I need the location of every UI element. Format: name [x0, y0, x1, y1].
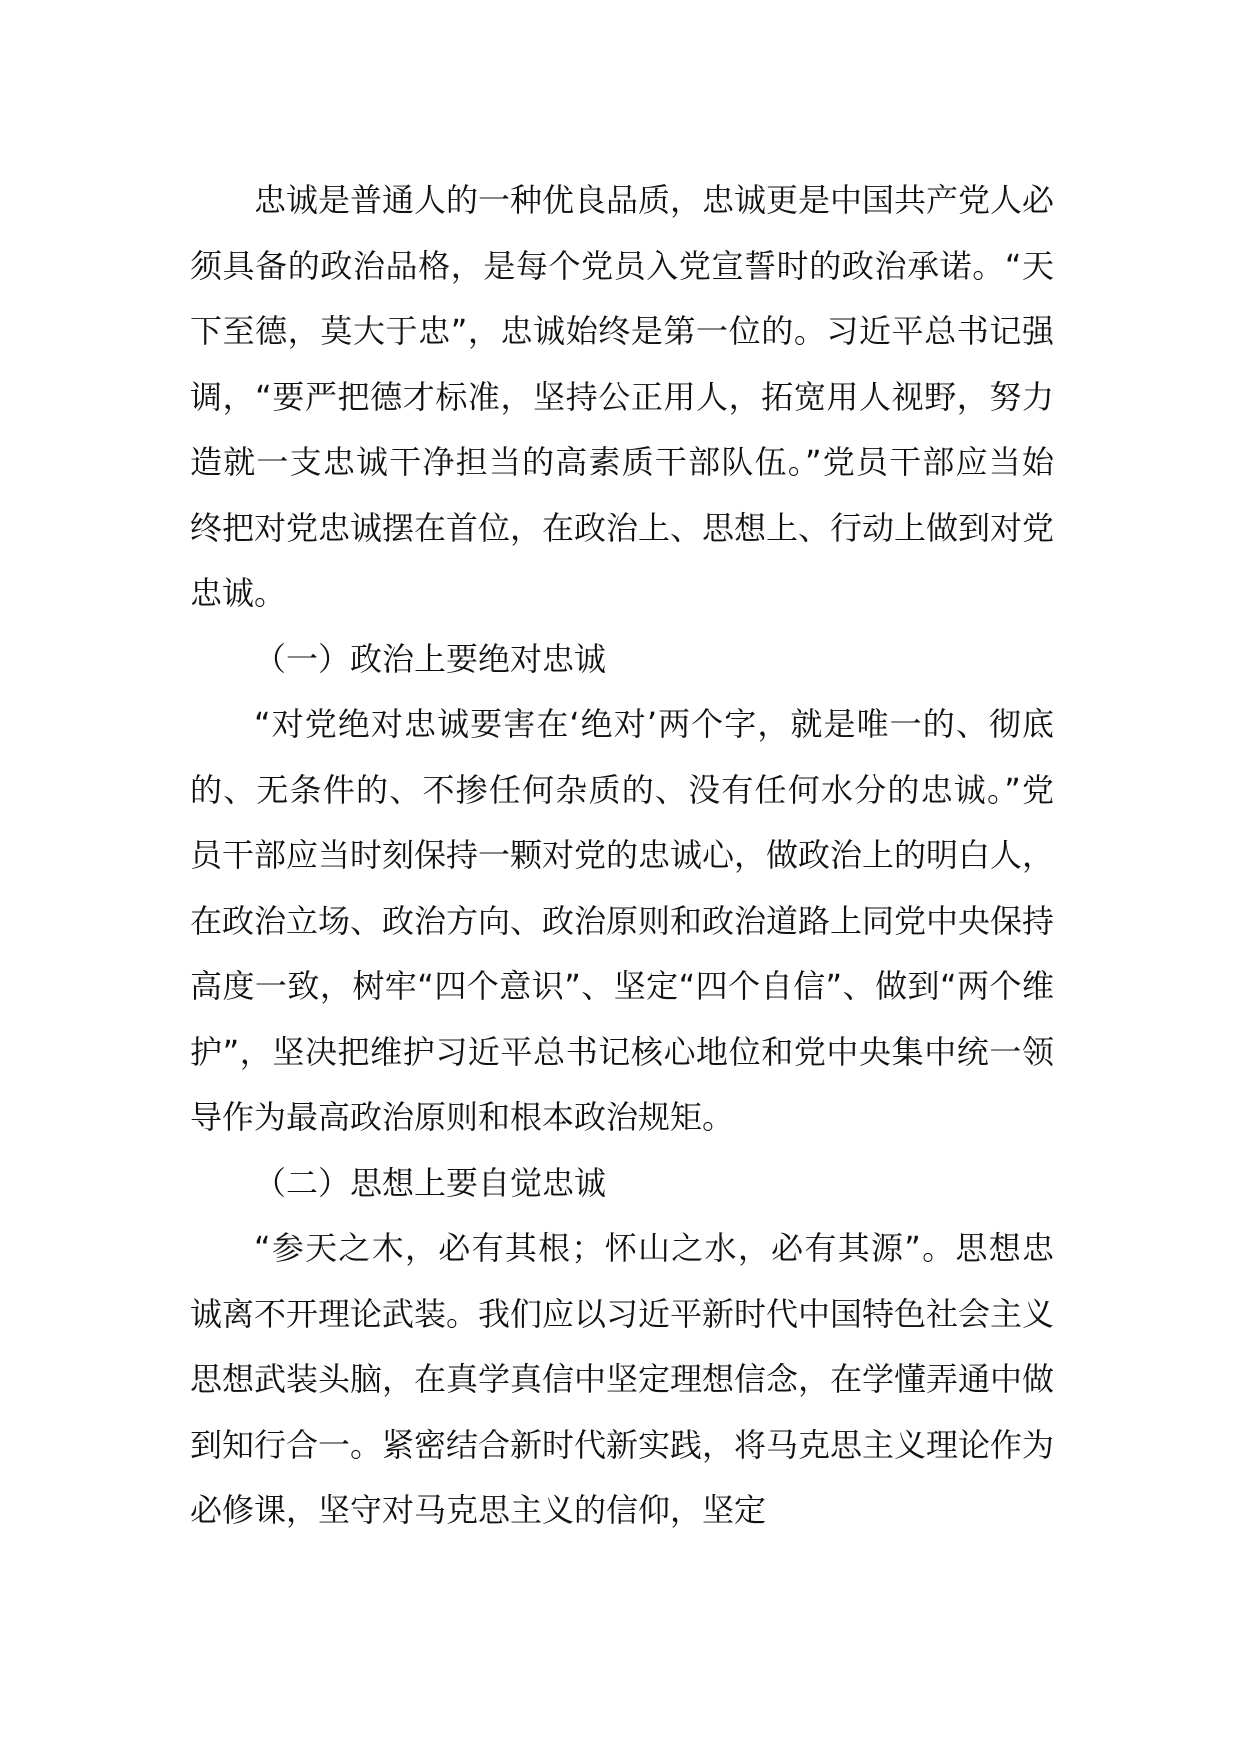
paragraph-intro: 忠诚是普通人的一种优良品质，忠诚更是中国共产党人必须具备的政治品格，是每个党员入党宣誓时的政治承诺。“天下至德，莫大于忠”，忠诚始终是第一位的。习近平总书记强调，“要严把德才标准，坚持公正用人，拓宽用人视野，努力造就一支忠诚干净担当的高素质干部队伍。”党员干部应当始终把对党忠诚摆在首位，在政治上、思想上、行动上做到对党忠诚。 [190, 181, 1055, 612]
paragraph-ideological: “参天之木，必有其根；怀山之水，必有其源”。思想忠诚离不开理论武装。我们应以习近平新时代中国特色社会主义思想武装头脑，在真学真信中坚定理想信念，在学懂弄通中做到知行合一。紧密结合新时代新实践，将马克思主义理论作为必修课，坚守对马克思主义的信仰，坚定 [190, 1229, 1055, 1529]
paragraph-political: “对党绝对忠诚要害在‘绝对’两个字，就是唯一的、彻底的、无条件的、不掺任何杂质的、没有任何水分的忠诚。”党员干部应当时刻保持一颗对党的忠诚心，做政治上的明白人，在政治立场、政治方向、政治原则和政治道路上同党中央保持高度一致，树牢“四个意识”、坚定“四个自信”、做到“两个维护”，坚决把维护习近平总书记核心地位和党中央集中统一领导作为最高政治原则和根本政治规矩。 [190, 705, 1055, 1136]
document-body [190, 168, 1054, 1544]
section-heading-political: （一）政治上要绝对忠诚 [254, 639, 607, 678]
section-heading-ideological: （二）思想上要自觉忠诚 [254, 1163, 607, 1202]
